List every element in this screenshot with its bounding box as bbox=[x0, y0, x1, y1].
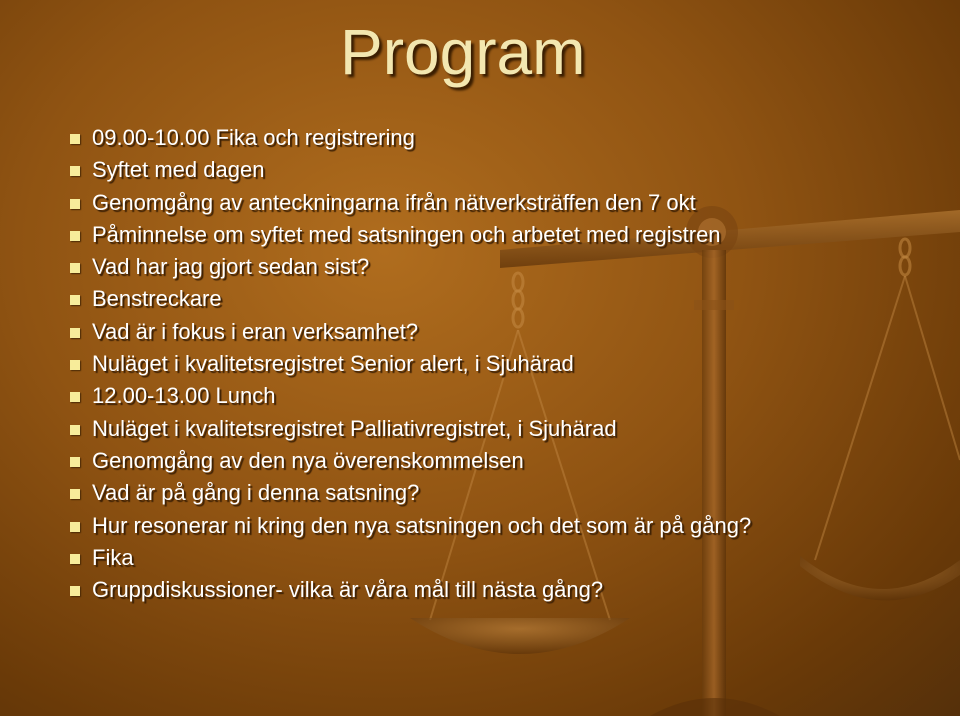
agenda-item-text: 09.00-10.00 Fika och registrering bbox=[92, 125, 415, 150]
agenda-item bbox=[70, 316, 950, 348]
agenda-item-text: Fika bbox=[92, 544, 134, 570]
square-bullet-icon bbox=[70, 425, 80, 435]
agenda-item bbox=[70, 510, 950, 542]
agenda-item-text: Vad är i fokus i eran verksamhet? bbox=[92, 318, 419, 344]
agenda-item-text: Benstreckare bbox=[92, 286, 222, 312]
square-bullet-icon bbox=[70, 263, 80, 273]
agenda-item-text: Vad har jag gjort sedan sist? bbox=[92, 254, 370, 280]
agenda-item bbox=[70, 283, 950, 315]
agenda-list bbox=[70, 122, 950, 606]
square-bullet-icon bbox=[70, 489, 80, 499]
agenda-item-text: Hur resonerar ni kring den nya satsningen och det som är på gång? bbox=[92, 512, 752, 538]
square-bullet-icon bbox=[70, 134, 80, 144]
square-bullet-icon bbox=[70, 231, 80, 241]
agenda-item bbox=[70, 477, 950, 509]
agenda-item-text: 12.00-13.00 Lunch bbox=[92, 383, 276, 409]
slide-title: Program bbox=[340, 16, 586, 88]
agenda-item-text: Vad är på gång i denna satsning? bbox=[92, 480, 420, 506]
agenda-item bbox=[70, 574, 950, 606]
agenda-item bbox=[70, 413, 950, 445]
agenda-item-text: Gruppdiskussioner- vilka är våra mål till nästa gång? bbox=[92, 577, 604, 603]
agenda-item-text: Nuläget i kvalitetsregistret Senior alert, i Sjuhärad bbox=[92, 351, 574, 377]
agenda-item-text: Påminnelse om syftet med satsningen och arbetet med registren bbox=[92, 221, 721, 247]
square-bullet-icon bbox=[70, 328, 80, 338]
agenda-item-text: Syftet med dagen bbox=[92, 157, 265, 183]
square-bullet-icon bbox=[70, 457, 80, 467]
agenda-item bbox=[70, 251, 950, 283]
agenda-item-text: Genomgång av anteckningarna ifrån nätverksträffen den 7 okt bbox=[92, 189, 696, 215]
square-bullet-icon bbox=[70, 360, 80, 370]
agenda-item bbox=[70, 542, 950, 574]
square-bullet-icon bbox=[70, 295, 80, 305]
agenda-item-text: Nuläget i kvalitetsregistret Palliativregistret, i Sjuhärad bbox=[92, 415, 617, 441]
left-scale-pan bbox=[410, 618, 630, 654]
agenda-item bbox=[70, 380, 950, 412]
square-bullet-icon bbox=[70, 554, 80, 564]
agenda-item-text: Genomgång av den nya överenskommelsen bbox=[92, 447, 524, 473]
square-bullet-icon bbox=[70, 392, 80, 402]
square-bullet-icon bbox=[70, 522, 80, 532]
agenda-item bbox=[70, 219, 950, 251]
square-bullet-icon bbox=[70, 586, 80, 596]
agenda-item bbox=[70, 445, 950, 477]
agenda-item bbox=[70, 187, 950, 219]
square-bullet-icon bbox=[70, 166, 80, 176]
agenda-item bbox=[70, 122, 950, 154]
agenda-item bbox=[70, 348, 950, 380]
scale-base bbox=[650, 698, 780, 716]
agenda-item bbox=[70, 154, 950, 186]
square-bullet-icon bbox=[70, 199, 80, 209]
